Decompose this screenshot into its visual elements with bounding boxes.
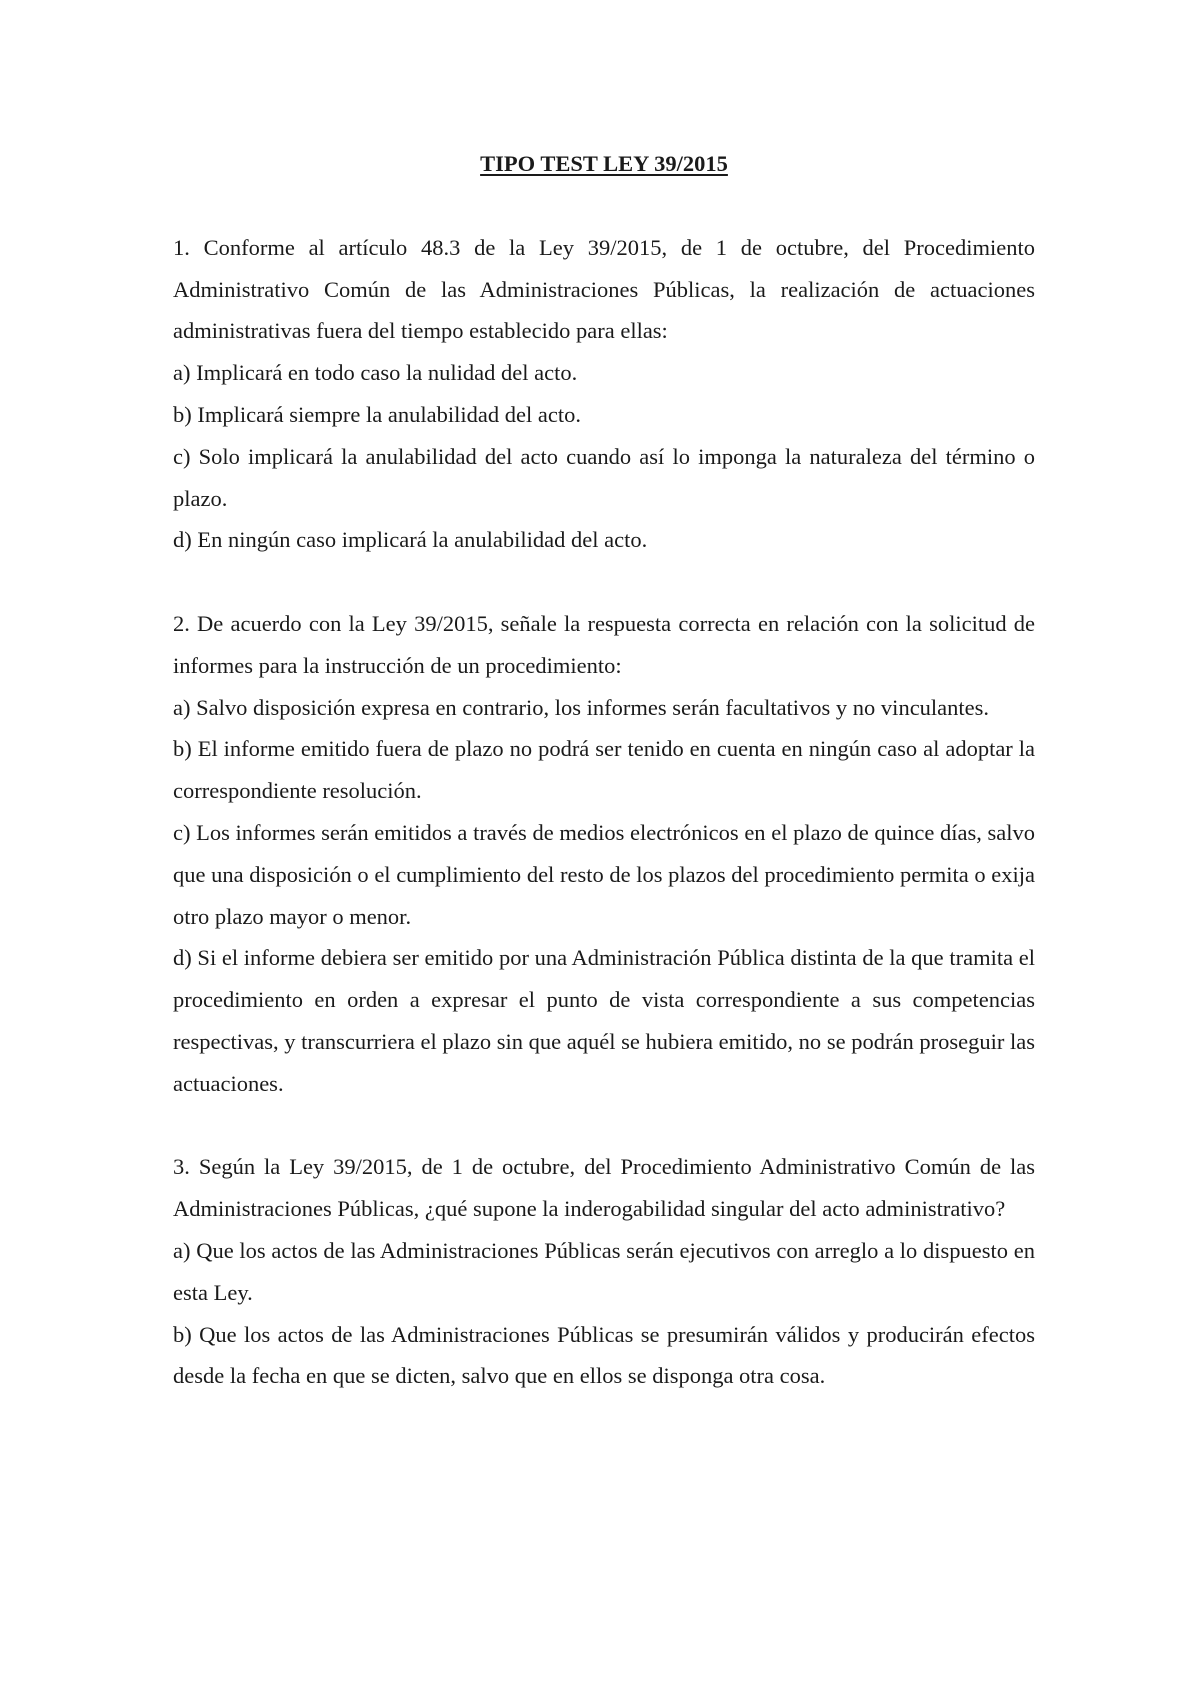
question-3 [173, 1146, 1035, 1397]
answer-option-a: a) Que los actos de las Administraciones Públicas serán ejecutivos con arreglo a lo dispuesto en esta Ley. [173, 1237, 1035, 1305]
answer-option-a: a) Implicará en todo caso la nulidad del acto. [173, 360, 578, 386]
answer-option-b: b) Implicará siempre la anulabilidad del acto. [173, 401, 581, 427]
document-title: TIPO TEST LEY 39/2015 [480, 151, 728, 176]
answer-option-c: c) Los informes serán emitidos a través de medios electrónicos en el plazo de quince días, salvo que una disposición o el cumplimiento del resto de los plazos del procedimiento permita o exija otro plazo mayor o menor. [173, 819, 1035, 929]
question-1 [173, 227, 1035, 561]
question-2 [173, 603, 1035, 1105]
answer-option-c: c) Solo implicará la anulabilidad del acto cuando así lo imponga la naturaleza del término o plazo. [173, 443, 1035, 511]
answer-option-b: b) Que los actos de las Administraciones Públicas se presumirán válidos y producirán efectos desde la fecha en que se dicten, salvo que en ellos se disponga otra cosa. [173, 1321, 1035, 1389]
document-body [173, 143, 1035, 1439]
question-stem: 1. Conforme al artículo 48.3 de la Ley 39/2015, de 1 de octubre, del Procedimiento Administrativo Común de las Administraciones Públicas, la realización de actuaciones administrativas fuera del tiempo establecido para ellas: [173, 234, 1035, 344]
question-stem: 3. Según la Ley 39/2015, de 1 de octubre, del Procedimiento Administrativo Común de las Administraciones Públicas, ¿qué supone la inderogabilidad singular del acto administrativo? [173, 1154, 1035, 1222]
question-stem: 2. De acuerdo con la Ley 39/2015, señale la respuesta correcta en relación con la solicitud de informes para la instrucción de un procedimiento: [173, 610, 1035, 678]
answer-option-d: d) Si el informe debiera ser emitido por una Administración Pública distinta de la que tramita el procedimiento en orden a expresar el punto de vista correspondiente a sus competencias respectivas, y transcurriera el plazo sin que aquél se hubiera emitido, no se podrán proseguir las actuaciones. [173, 945, 1035, 1096]
answer-option-a: a) Salvo disposición expresa en contrario, los informes serán facultativos y no vinculantes. [173, 694, 990, 720]
answer-option-d: d) En ningún caso implicará la anulabilidad del acto. [173, 527, 648, 553]
answer-option-b: b) El informe emitido fuera de plazo no podrá ser tenido en cuenta en ningún caso al adoptar la correspondiente resolución. [173, 736, 1035, 804]
